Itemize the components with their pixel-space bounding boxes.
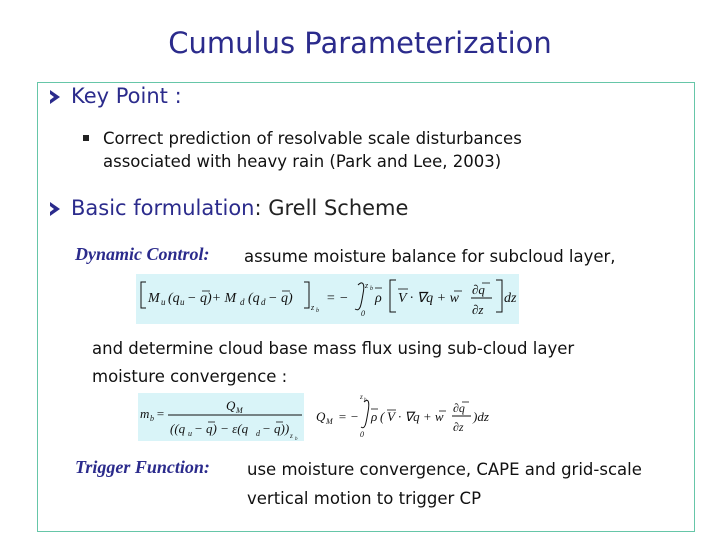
svg-text:z: z bbox=[290, 432, 293, 440]
dynamic-control-text: assume moisture balance for subcloud layer, bbox=[244, 247, 616, 266]
square-bullet-icon bbox=[83, 135, 89, 141]
svg-text:u: u bbox=[180, 297, 185, 307]
svg-text:=: = bbox=[156, 406, 165, 421]
svg-text:((q: ((q bbox=[170, 421, 186, 436]
svg-text:∂z: ∂z bbox=[453, 420, 464, 434]
grell-scheme-label: : Grell Scheme bbox=[254, 196, 409, 220]
basic-formulation-heading bbox=[71, 196, 408, 220]
svg-text:u: u bbox=[161, 297, 166, 307]
svg-text:(q: (q bbox=[168, 291, 180, 306]
trigger-function-label: Trigger Function: bbox=[75, 457, 210, 477]
moisture-balance-equation-graphic bbox=[136, 274, 519, 324]
svg-text:Q: Q bbox=[226, 398, 236, 413]
mass-flux-equation bbox=[138, 393, 304, 441]
moisture-balance-equation bbox=[136, 274, 519, 324]
svg-text:V · ∇q + w: V · ∇q + w bbox=[387, 409, 444, 424]
basic-formulation-label: Basic formulation bbox=[71, 196, 255, 220]
svg-text:ρ: ρ bbox=[375, 291, 382, 306]
svg-text:M: M bbox=[326, 417, 333, 426]
svg-text:u: u bbox=[188, 429, 192, 438]
arrow-bullet-icon bbox=[50, 90, 60, 104]
svg-text:d: d bbox=[256, 429, 260, 438]
svg-text:0: 0 bbox=[360, 430, 364, 439]
svg-text:M: M bbox=[236, 406, 243, 415]
svg-text:− q)): − q)) bbox=[262, 421, 290, 436]
dynamic-control-label: Dynamic Control: bbox=[75, 244, 210, 264]
cloud-base-text-line2: moisture convergence : bbox=[92, 367, 288, 386]
svg-text:Q: Q bbox=[316, 409, 326, 424]
moisture-convergence-equation bbox=[316, 390, 496, 442]
key-point-text-line2: associated with heavy rain (Park and Lee, 2003) bbox=[103, 152, 502, 171]
svg-text:z: z bbox=[365, 281, 369, 290]
svg-text:b: b bbox=[370, 286, 373, 292]
svg-text:(: ( bbox=[380, 409, 385, 424]
svg-text:∂z: ∂z bbox=[472, 302, 484, 317]
svg-text:∂q: ∂q bbox=[472, 282, 485, 297]
svg-text:)dz: )dz bbox=[473, 409, 489, 424]
svg-text:(q: (q bbox=[248, 291, 260, 306]
svg-text:M: M bbox=[148, 291, 160, 306]
mass-flux-equation-graphic bbox=[138, 393, 304, 441]
svg-text:0: 0 bbox=[361, 309, 365, 318]
svg-text:ρ: ρ bbox=[371, 409, 378, 424]
moisture-convergence-equation-graphic bbox=[316, 390, 496, 442]
svg-text:= −: = − bbox=[326, 291, 349, 306]
svg-text:z: z bbox=[311, 303, 315, 312]
svg-text:b: b bbox=[150, 414, 154, 423]
trigger-function-text-line2: vertical motion to trigger CP bbox=[247, 489, 482, 508]
svg-text:V · ∇q + w: V · ∇q + w bbox=[398, 291, 459, 306]
key-point-text-line1: Correct prediction of resolvable scale disturbances bbox=[103, 129, 522, 148]
cloud-base-text-line1: and determine cloud base mass flux using sub-cloud layer bbox=[92, 339, 575, 358]
svg-text:− q)+ M: − q)+ M bbox=[187, 291, 237, 306]
svg-text:m: m bbox=[140, 406, 150, 421]
svg-text:d: d bbox=[261, 297, 266, 307]
arrow-bullet-icon bbox=[50, 202, 60, 216]
svg-text:∂q: ∂q bbox=[453, 401, 465, 415]
svg-text:d: d bbox=[240, 297, 245, 307]
key-point-heading: Key Point : bbox=[71, 84, 182, 108]
svg-text:dz: dz bbox=[504, 291, 517, 306]
svg-text:b: b bbox=[295, 437, 298, 441]
svg-text:z: z bbox=[360, 393, 363, 401]
svg-text:− q): − q) bbox=[268, 291, 293, 306]
svg-text:= −: = − bbox=[338, 409, 359, 424]
page-title: Cumulus Parameterization bbox=[168, 26, 552, 60]
svg-text:− q) − ε(q: − q) − ε(q bbox=[194, 421, 249, 436]
svg-text:b: b bbox=[364, 398, 367, 403]
svg-text:b: b bbox=[316, 308, 319, 314]
trigger-function-text-line1: use moisture convergence, CAPE and grid-scale bbox=[247, 460, 642, 479]
